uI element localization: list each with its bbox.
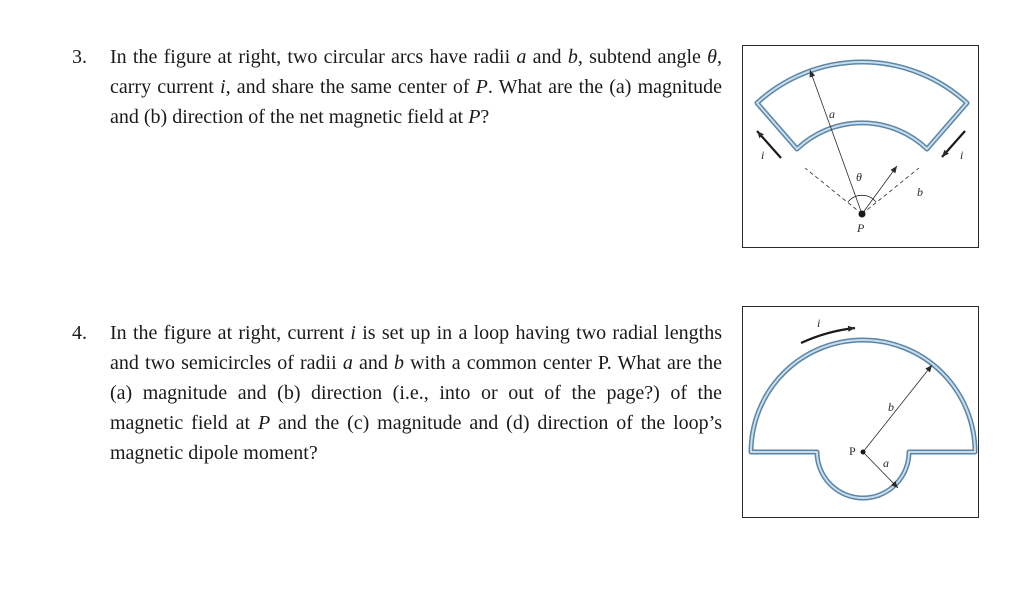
variable-b: b [567,46,578,68]
text-segment: . What are the (a) magnitude and (b) direction of the net magnetic field at [110,76,722,128]
semicircle-loop-diagram [743,307,980,519]
label-b: b [917,185,923,199]
variable-i: i [350,322,356,344]
text-segment: , subtend angle [577,46,708,68]
label-theta: θ [856,170,862,184]
point-p [861,450,866,455]
variable-theta: θ [707,46,717,68]
radius-a-arrow [863,452,898,488]
point-p [859,211,866,218]
radius-b-arrow [863,365,932,452]
text-segment: and [526,46,568,68]
figure-semicircles [742,306,979,518]
problem-number: 4. [72,322,87,344]
problem-statement [110,318,722,468]
label-p: P [849,444,856,458]
text-segment: , carry current [110,46,722,98]
problem-number: 3. [72,46,87,68]
variable-p: P [475,76,488,98]
label-a: a [883,456,889,470]
label-a: a [829,107,835,121]
text-segment: , and share the same center of [225,76,476,98]
label-i: i [817,316,821,330]
variable-a: a [342,352,353,374]
arcs-diagram [743,46,980,249]
text-segment: and [352,352,394,374]
text-segment: ? [480,106,490,128]
current-loop-highlight [751,340,975,498]
current-loop [751,340,975,498]
text-segment: with a common center P. What are the (a) magnitude and (b) direction (i.e., into or out of the page?) of the magnetic field at [110,352,722,434]
radius-a-arrow [810,70,862,214]
figure-arcs [742,45,979,248]
problem-statement [110,42,722,132]
label-b: b [888,400,894,414]
current-loop [757,62,967,149]
variable-p: P [257,412,271,434]
text-segment: In the figure at right, current [110,322,351,344]
variable-a: a [516,46,527,68]
label-p: P [857,221,865,235]
variable-i: i [220,76,226,98]
label-i-left: i [761,148,765,162]
variable-b: b [393,352,404,374]
text-segment: is set up in a loop having two radial lengths and two semicircles of radii [110,322,723,374]
text-segment: and the (c) magnitude and (d) direction of the loop’s magnetic dipole moment? [110,412,722,464]
text-segment: In the figure at right, two circular arcs have radii [110,46,517,68]
variable-p: P [468,106,481,128]
label-i-right: i [960,148,964,162]
